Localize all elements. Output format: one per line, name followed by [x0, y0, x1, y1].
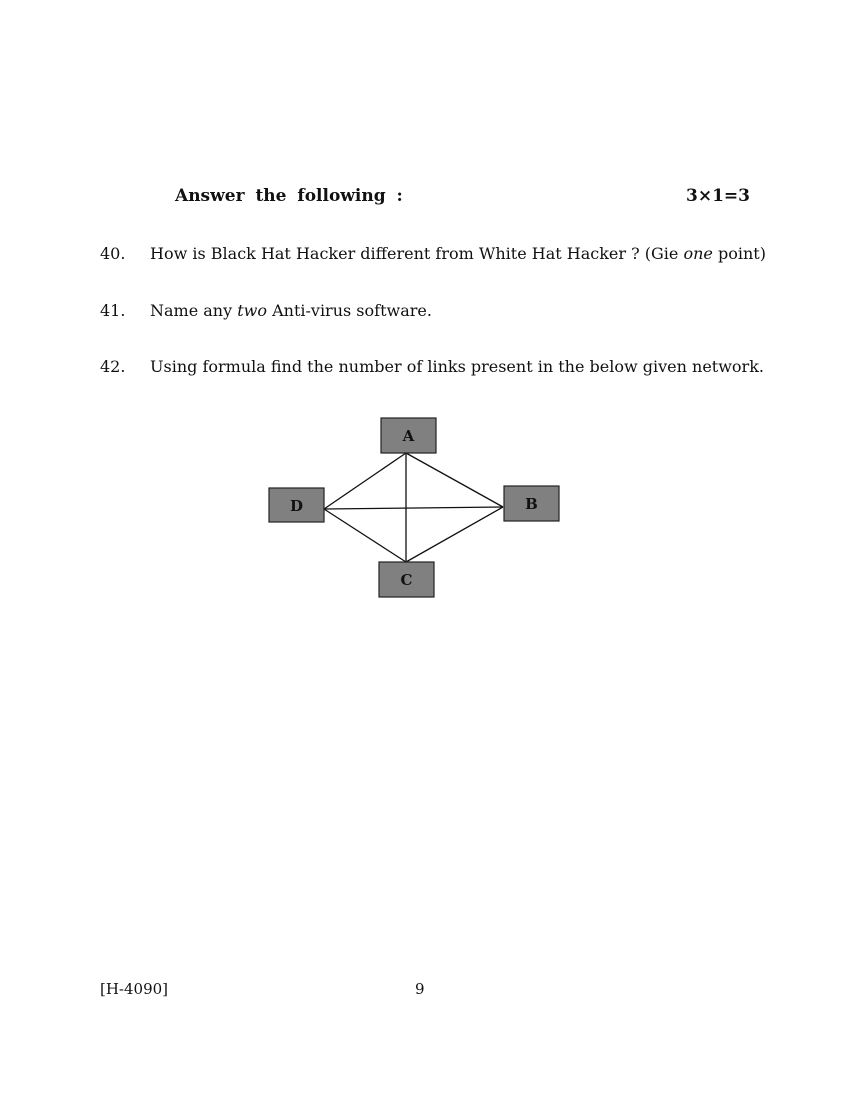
section-heading: Answer the following :	[175, 186, 403, 206]
node-c	[379, 562, 434, 597]
node-d	[269, 488, 324, 522]
question-text: Using formula find the number of links present in the below given network.	[150, 357, 764, 376]
question-number: 42.	[100, 357, 126, 376]
link-b-c	[406, 507, 503, 562]
node-label: A	[402, 427, 415, 445]
link-a-b	[406, 453, 503, 507]
node-a	[381, 418, 436, 453]
node-label: B	[525, 495, 538, 513]
question-number: 41.	[100, 301, 126, 320]
node-label: C	[400, 571, 413, 589]
link-c-d	[324, 509, 406, 562]
node-b	[504, 486, 559, 521]
link-a-d	[324, 453, 406, 509]
question-number: 40.	[100, 244, 126, 263]
question-text: How is Black Hat Hacker different from White Hat Hacker ? (Gie one point)	[150, 244, 766, 263]
question-text: Name any two Anti-virus software.	[150, 301, 432, 320]
question-emphasis: one	[683, 244, 713, 263]
question-emphasis: two	[237, 301, 267, 320]
paper-code: [H-4090]	[100, 980, 169, 998]
marks-allocation: 3×1=3	[686, 186, 750, 206]
link-b-d	[324, 507, 503, 509]
node-label: D	[289, 497, 304, 515]
network-diagram	[260, 410, 570, 610]
page-number: 9	[415, 980, 425, 998]
